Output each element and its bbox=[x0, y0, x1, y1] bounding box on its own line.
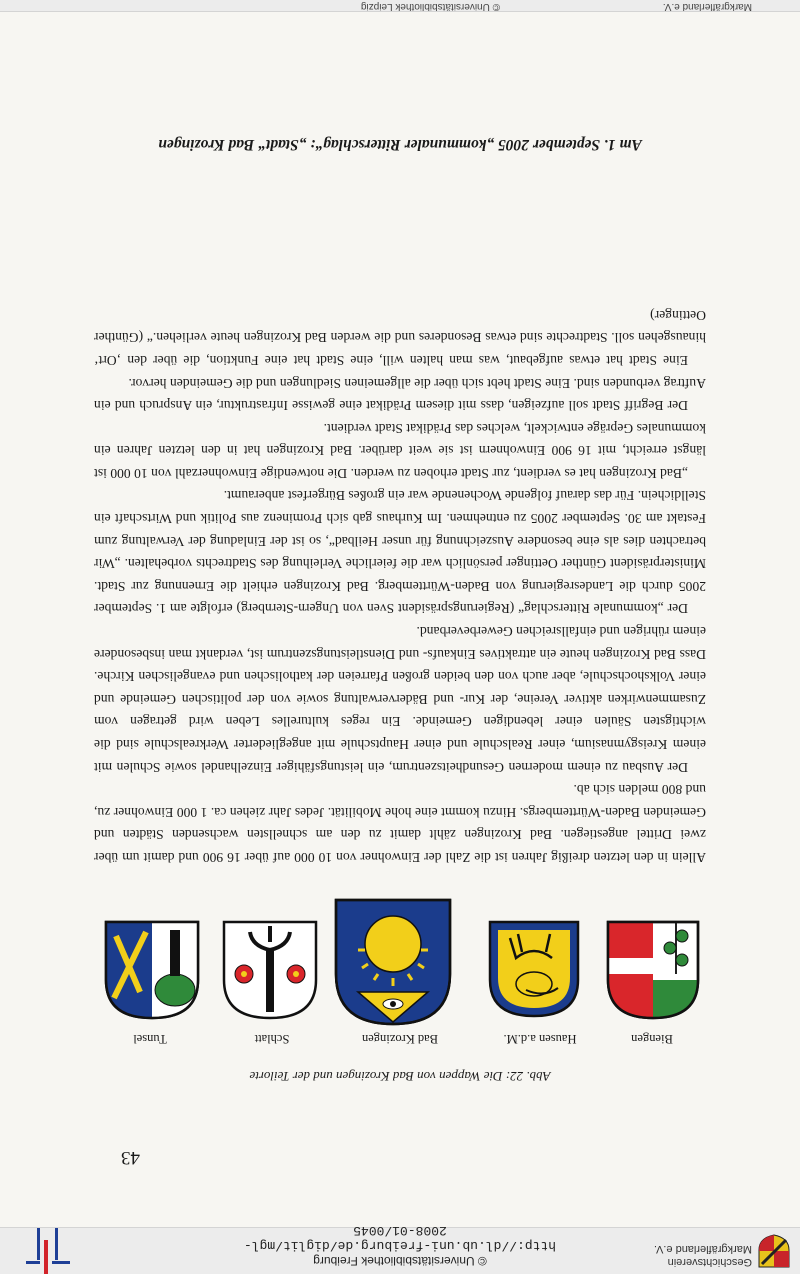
label-bad-krozingen: Bad Krozingen bbox=[361, 1032, 439, 1046]
paragraph: Der Ausbau zu einem modernen Gesundheitszentrum, ein leistungsfähiger Einzelhandel sowie Schulen mit einem Kreisgymnasium, einer Realschule und einer Hauptschule mit angegliederter Werkrealschule sind die wichtigsten Säulen einer lebendigen Gemeinde. Ein reges kulturelles Leben wird getragen vom Zusammenwirken aktiver Vereine, der Kur- und Bäderverwaltung sowie von der politischen Gemeinde und einer Volkshochschule, aber auch von den beiden großen Pfarreien der katholischen und evangelischen Kirche. Dass Bad Krozingen heute ein attraktives Einkaufs- und Dienstleistungszentrum ist, verdankt man insbesondere einem rührigen und einfallsreichen Gewerbeverband. bbox=[94, 624, 706, 775]
paragraph: Der „kommunale Ritterschlag“ (Regierungspräsident Sven von Ungern-Sternberg) erfolgte am 1. September 2005 durch die Landesregierung von Baden-Württemberg. Bad Krozingen erhielt die Ernennung zur Stadt. Ministerpräsident Günther Oettinger persönlich war die feierliche Verleihung des Stadtrechts vorbehalten. „Wir betrachten dies als eine besondere Auszeichnung für unser Heilbad“, so ist der Einladung der Verwaltung zum Festakt am 30. September 2005 zu entnehmen. Im Kurhaus gab sich Prominenz aus Politik und Wirtschaft ein Stelldichein. Für das darauf folgende Wochenende war ein großes Bürgerfest anberaumt. bbox=[94, 488, 706, 617]
society-name-line1: Geschichtsverein bbox=[667, 1256, 752, 1268]
viewer-header bbox=[0, 1223, 800, 1274]
article-title: Am 1. September 2005 „kommunaler Ritterschlag“: „Stadt“ Bad Krozingen bbox=[158, 136, 642, 153]
schlatt-shield-icon bbox=[222, 920, 318, 1020]
society-name bbox=[654, 1242, 752, 1268]
copyright-text: © Universitätsbibliothek Freiburg bbox=[313, 1254, 487, 1268]
bad-krozingen-shield-icon bbox=[334, 898, 452, 1026]
hausen-shield-icon bbox=[488, 920, 580, 1018]
label-hausen: Hausen a.d.M. bbox=[503, 1032, 577, 1046]
coat-of-arms-labels bbox=[92, 1026, 708, 1046]
page-number: 43 bbox=[121, 1147, 140, 1168]
footer-copyright: © Universitätsbibliothek Leipzig bbox=[360, 1, 500, 12]
figure-caption: Abb. 22: Die Wappen von Bad Krozingen und der Teilorte bbox=[249, 1069, 551, 1084]
biengen-shield-icon bbox=[606, 920, 700, 1020]
paragraph: Der Begriff Stadt soll aufzeigen, dass mit diesem Prädikat eine gewisse Infrastruktur, ein Anspruch und ein Auftrag verbunden sind. Eine Stadt hebt sich über die allgemeinen Siedlungen und die Gemeinden hervor. bbox=[94, 375, 706, 414]
paragraph: „Bad Krozingen hat es verdient, zur Stadt erhoben zu werden. Die notwendige Einwohnerzahl von 10 000 ist längst erreicht, mit 16 900 Einwohnern ist sie weit darüber. Bad Krozingen hat in den letzten Jahren ein kommunales Gepräge entwickelt, welches das Prädikat Stadt verdient. bbox=[94, 420, 706, 481]
viewer-footer bbox=[0, 0, 800, 12]
label-biengen: Biengen bbox=[631, 1032, 673, 1046]
header-source bbox=[230, 1223, 570, 1268]
tunsel-shield-icon bbox=[104, 920, 200, 1020]
permalink-url[interactable]: http://dl.ub.uni-freiburg.de/diglit/mgl-2008-01/0045 bbox=[243, 1223, 557, 1253]
society-coat-of-arms-icon bbox=[758, 1234, 790, 1268]
label-tunsel: Tunsel bbox=[133, 1032, 167, 1046]
footer-left-text: Markgräflerland e.V. bbox=[662, 1, 752, 12]
paragraph: Allein in den letzten dreißig Jahren ist die Zahl der Einwohner von 10 000 auf über 16 900 und damit um über zwei Drittel angestiegen. Bad Krozingen zählt damit zu den am schnellsten wachsenden Städten und Gemeinden Baden-Württembergs. Hinzu kommt eine hohe Mobilität. Jedes Jahr ziehen ca. 1 000 Einwohner zu, und 800 melden sich ab. bbox=[94, 782, 706, 865]
label-schlatt: Schlatt bbox=[254, 1032, 290, 1046]
article-body bbox=[94, 303, 706, 868]
library-logo-icon bbox=[26, 1228, 70, 1274]
society-name-line2: Markgräflerland e.V. bbox=[653, 1243, 752, 1255]
coats-of-arms-figure bbox=[92, 894, 708, 1026]
paragraph: Eine Stadt hat etwas aufgebaut, was man halten will, eine Stadt hat eine Funktion, die über den ‚Ort‘ hinausgehen soll. Stadtrechte sind etwas Besonderes und die werden Bad Krozingen heute verliehen.“ (Günther Oettinger) bbox=[94, 307, 706, 368]
